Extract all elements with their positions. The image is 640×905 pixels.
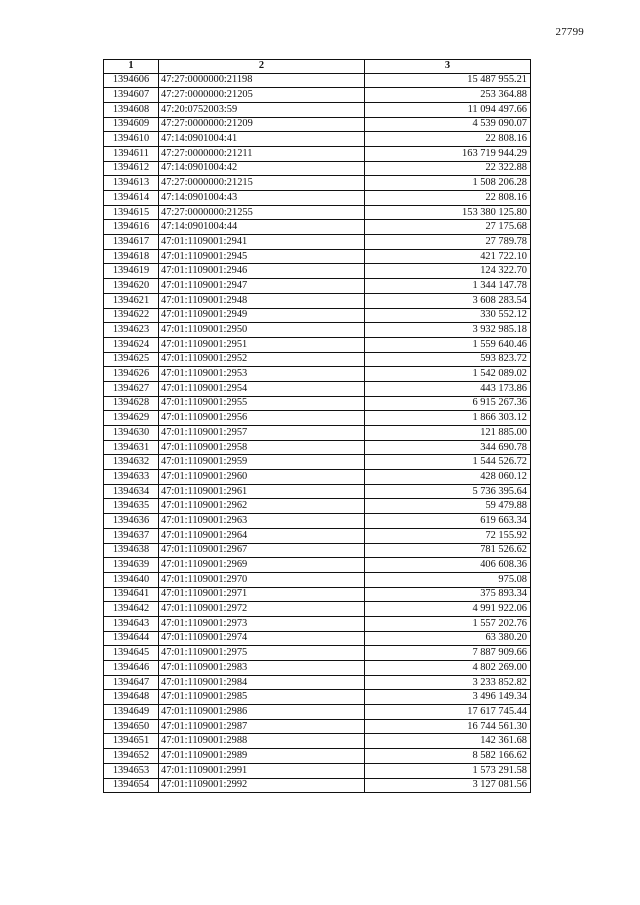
table-row [104,661,531,676]
cadastral-number-cell: 47:01:1109001:2962 [159,499,365,514]
table-row [104,235,531,250]
value-cell: 153 380 125.80 [365,205,531,220]
row-number-cell: 1394645 [104,646,159,661]
table-row [104,396,531,411]
table-row [104,337,531,352]
cadastral-number-cell: 47:01:1109001:2987 [159,719,365,734]
cadastral-number-cell: 47:14:0901004:43 [159,191,365,206]
table-row [104,73,531,88]
value-cell: 22 322.88 [365,161,531,176]
value-cell: 593 823.72 [365,352,531,367]
cadastral-number-cell: 47:27:0000000:21215 [159,176,365,191]
header-row [104,60,531,74]
table-row [104,191,531,206]
value-cell: 3 496 149.34 [365,690,531,705]
cadastral-number-cell: 47:01:1109001:2985 [159,690,365,705]
row-number-cell: 1394610 [104,132,159,147]
row-number-cell: 1394621 [104,293,159,308]
value-cell: 421 722.10 [365,249,531,264]
row-number-cell: 1394641 [104,587,159,602]
cadastral-number-cell: 47:27:0000000:21205 [159,88,365,103]
cadastral-number-cell: 47:01:1109001:2988 [159,734,365,749]
row-number-cell: 1394612 [104,161,159,176]
value-cell: 428 060.12 [365,470,531,485]
row-number-cell: 1394630 [104,426,159,441]
cadastral-number-cell: 47:01:1109001:2961 [159,484,365,499]
table-row [104,161,531,176]
row-number-cell: 1394625 [104,352,159,367]
table-row [104,719,531,734]
value-cell: 16 744 561.30 [365,719,531,734]
cadastral-number-cell: 47:01:1109001:2972 [159,602,365,617]
row-number-cell: 1394650 [104,719,159,734]
row-number-cell: 1394616 [104,220,159,235]
cadastral-number-cell: 47:01:1109001:2975 [159,646,365,661]
table-row [104,440,531,455]
value-cell: 72 155.92 [365,528,531,543]
table-row [104,132,531,147]
cadastral-number-cell: 47:01:1109001:2970 [159,572,365,587]
table-row [104,117,531,132]
row-number-cell: 1394606 [104,73,159,88]
value-cell: 17 617 745.44 [365,705,531,720]
cadastral-number-cell: 47:01:1109001:2983 [159,661,365,676]
value-cell: 59 479.88 [365,499,531,514]
value-cell: 1 542 089.02 [365,367,531,382]
row-number-cell: 1394628 [104,396,159,411]
cadastral-number-cell: 47:01:1109001:2953 [159,367,365,382]
row-number-cell: 1394608 [104,102,159,117]
column-header-2: 2 [159,60,365,74]
cadastral-number-cell: 47:01:1109001:2948 [159,293,365,308]
cadastral-number-cell: 47:01:1109001:2956 [159,411,365,426]
value-cell: 121 885.00 [365,426,531,441]
cadastral-number-cell: 47:14:0901004:42 [159,161,365,176]
value-cell: 3 608 283.54 [365,293,531,308]
table-row [104,455,531,470]
row-number-cell: 1394652 [104,749,159,764]
row-number-cell: 1394653 [104,763,159,778]
cadastral-number-cell: 47:01:1109001:2989 [159,749,365,764]
row-number-cell: 1394644 [104,631,159,646]
table-row [104,616,531,631]
page-number: 27799 [555,26,584,38]
value-cell: 6 915 267.36 [365,396,531,411]
row-number-cell: 1394637 [104,528,159,543]
cadastral-number-cell: 47:01:1109001:2974 [159,631,365,646]
row-number-cell: 1394622 [104,308,159,323]
value-cell: 253 364.88 [365,88,531,103]
cadastral-number-cell: 47:14:0901004:44 [159,220,365,235]
row-number-cell: 1394642 [104,602,159,617]
value-cell: 1 573 291.58 [365,763,531,778]
value-cell: 406 608.36 [365,558,531,573]
row-number-cell: 1394640 [104,572,159,587]
cadastral-number-cell: 47:01:1109001:2954 [159,381,365,396]
table-row [104,543,531,558]
value-cell: 163 719 944.29 [365,146,531,161]
row-number-cell: 1394614 [104,191,159,206]
cadastral-number-cell: 47:01:1109001:2959 [159,455,365,470]
table-row [104,381,531,396]
cadastral-number-cell: 47:01:1109001:2967 [159,543,365,558]
table-row [104,646,531,661]
value-cell: 344 690.78 [365,440,531,455]
cadastral-number-cell: 47:01:1109001:2955 [159,396,365,411]
table-row [104,279,531,294]
row-number-cell: 1394623 [104,323,159,338]
row-number-cell: 1394638 [104,543,159,558]
table-row [104,308,531,323]
table-row [104,484,531,499]
cadastral-number-cell: 47:01:1109001:2958 [159,440,365,455]
cadastral-number-cell: 47:01:1109001:2947 [159,279,365,294]
value-cell: 975.08 [365,572,531,587]
row-number-cell: 1394634 [104,484,159,499]
column-header-1: 1 [104,60,159,74]
table-row [104,102,531,117]
row-number-cell: 1394631 [104,440,159,455]
value-cell: 142 361.68 [365,734,531,749]
cadastral-number-cell: 47:14:0901004:41 [159,132,365,147]
table-row [104,705,531,720]
value-cell: 124 322.70 [365,264,531,279]
cadastral-number-cell: 47:01:1109001:2991 [159,763,365,778]
value-cell: 5 736 395.64 [365,484,531,499]
table-row [104,176,531,191]
cadastral-number-cell: 47:01:1109001:2992 [159,778,365,793]
value-cell: 1 559 640.46 [365,337,531,352]
table-row [104,514,531,529]
cadastral-number-cell: 47:01:1109001:2973 [159,616,365,631]
table-row [104,778,531,793]
column-header-3: 3 [365,60,531,74]
cadastral-number-cell: 47:01:1109001:2941 [159,235,365,250]
table-row [104,323,531,338]
cadastral-number-cell: 47:01:1109001:2950 [159,323,365,338]
cadastral-number-cell: 47:01:1109001:2963 [159,514,365,529]
cadastral-number-cell: 47:01:1109001:2949 [159,308,365,323]
table-body [104,73,531,793]
table-row [104,749,531,764]
table-row [104,558,531,573]
value-cell: 3 233 852.82 [365,675,531,690]
row-number-cell: 1394619 [104,264,159,279]
table-row [104,734,531,749]
table-row [104,367,531,382]
row-number-cell: 1394607 [104,88,159,103]
table-row [104,528,531,543]
cadastral-number-cell: 47:01:1109001:2951 [159,337,365,352]
value-cell: 4 802 269.00 [365,661,531,676]
value-cell: 1 344 147.78 [365,279,531,294]
value-cell: 8 582 166.62 [365,749,531,764]
row-number-cell: 1394611 [104,146,159,161]
row-number-cell: 1394639 [104,558,159,573]
table-row [104,205,531,220]
value-cell: 619 663.34 [365,514,531,529]
cadastral-number-cell: 47:27:0000000:21255 [159,205,365,220]
table-row [104,675,531,690]
value-cell: 3 127 081.56 [365,778,531,793]
cadastral-number-cell: 47:27:0000000:21198 [159,73,365,88]
cadastral-number-cell: 47:01:1109001:2984 [159,675,365,690]
row-number-cell: 1394609 [104,117,159,132]
value-cell: 15 487 955.21 [365,73,531,88]
table-row [104,763,531,778]
table-row [104,602,531,617]
row-number-cell: 1394651 [104,734,159,749]
cadastral-number-cell: 47:20:0752003:59 [159,102,365,117]
table-row [104,690,531,705]
table-row [104,572,531,587]
row-number-cell: 1394649 [104,705,159,720]
value-cell: 11 094 497.66 [365,102,531,117]
value-cell: 330 552.12 [365,308,531,323]
cadastral-number-cell: 47:01:1109001:2964 [159,528,365,543]
row-number-cell: 1394636 [104,514,159,529]
table-row [104,426,531,441]
value-cell: 443 173.86 [365,381,531,396]
value-cell: 1 544 526.72 [365,455,531,470]
value-cell: 375 893.34 [365,587,531,602]
cadastral-number-cell: 47:01:1109001:2952 [159,352,365,367]
row-number-cell: 1394635 [104,499,159,514]
row-number-cell: 1394654 [104,778,159,793]
cadastral-number-cell: 47:27:0000000:21211 [159,146,365,161]
table-row [104,631,531,646]
table-row [104,264,531,279]
table-row [104,411,531,426]
table-row [104,499,531,514]
value-cell: 22 808.16 [365,191,531,206]
value-cell: 4 991 922.06 [365,602,531,617]
row-number-cell: 1394615 [104,205,159,220]
table-row [104,88,531,103]
value-cell: 63 380.20 [365,631,531,646]
value-cell: 22 808.16 [365,132,531,147]
value-cell: 1 508 206.28 [365,176,531,191]
row-number-cell: 1394618 [104,249,159,264]
table-row [104,352,531,367]
row-number-cell: 1394646 [104,661,159,676]
row-number-cell: 1394648 [104,690,159,705]
row-number-cell: 1394629 [104,411,159,426]
cadastral-number-cell: 47:01:1109001:2957 [159,426,365,441]
table-row [104,249,531,264]
cadastral-number-cell: 47:01:1109001:2945 [159,249,365,264]
value-cell: 27 789.78 [365,235,531,250]
row-number-cell: 1394627 [104,381,159,396]
table-row [104,470,531,485]
table-row [104,220,531,235]
row-number-cell: 1394620 [104,279,159,294]
cadastral-number-cell: 47:01:1109001:2969 [159,558,365,573]
cadastral-number-cell: 47:01:1109001:2946 [159,264,365,279]
row-number-cell: 1394617 [104,235,159,250]
value-cell: 1 866 303.12 [365,411,531,426]
cadastral-number-cell: 47:01:1109001:2960 [159,470,365,485]
table-row [104,293,531,308]
row-number-cell: 1394624 [104,337,159,352]
cadastral-number-cell: 47:01:1109001:2986 [159,705,365,720]
row-number-cell: 1394633 [104,470,159,485]
register-table [103,59,531,793]
table-row [104,146,531,161]
value-cell: 4 539 090.07 [365,117,531,132]
value-cell: 7 887 909.66 [365,646,531,661]
row-number-cell: 1394647 [104,675,159,690]
table-row [104,587,531,602]
value-cell: 3 932 985.18 [365,323,531,338]
cadastral-number-cell: 47:01:1109001:2971 [159,587,365,602]
cadastral-number-cell: 47:27:0000000:21209 [159,117,365,132]
row-number-cell: 1394643 [104,616,159,631]
row-number-cell: 1394613 [104,176,159,191]
value-cell: 1 557 202.76 [365,616,531,631]
value-cell: 27 175.68 [365,220,531,235]
row-number-cell: 1394632 [104,455,159,470]
value-cell: 781 526.62 [365,543,531,558]
row-number-cell: 1394626 [104,367,159,382]
